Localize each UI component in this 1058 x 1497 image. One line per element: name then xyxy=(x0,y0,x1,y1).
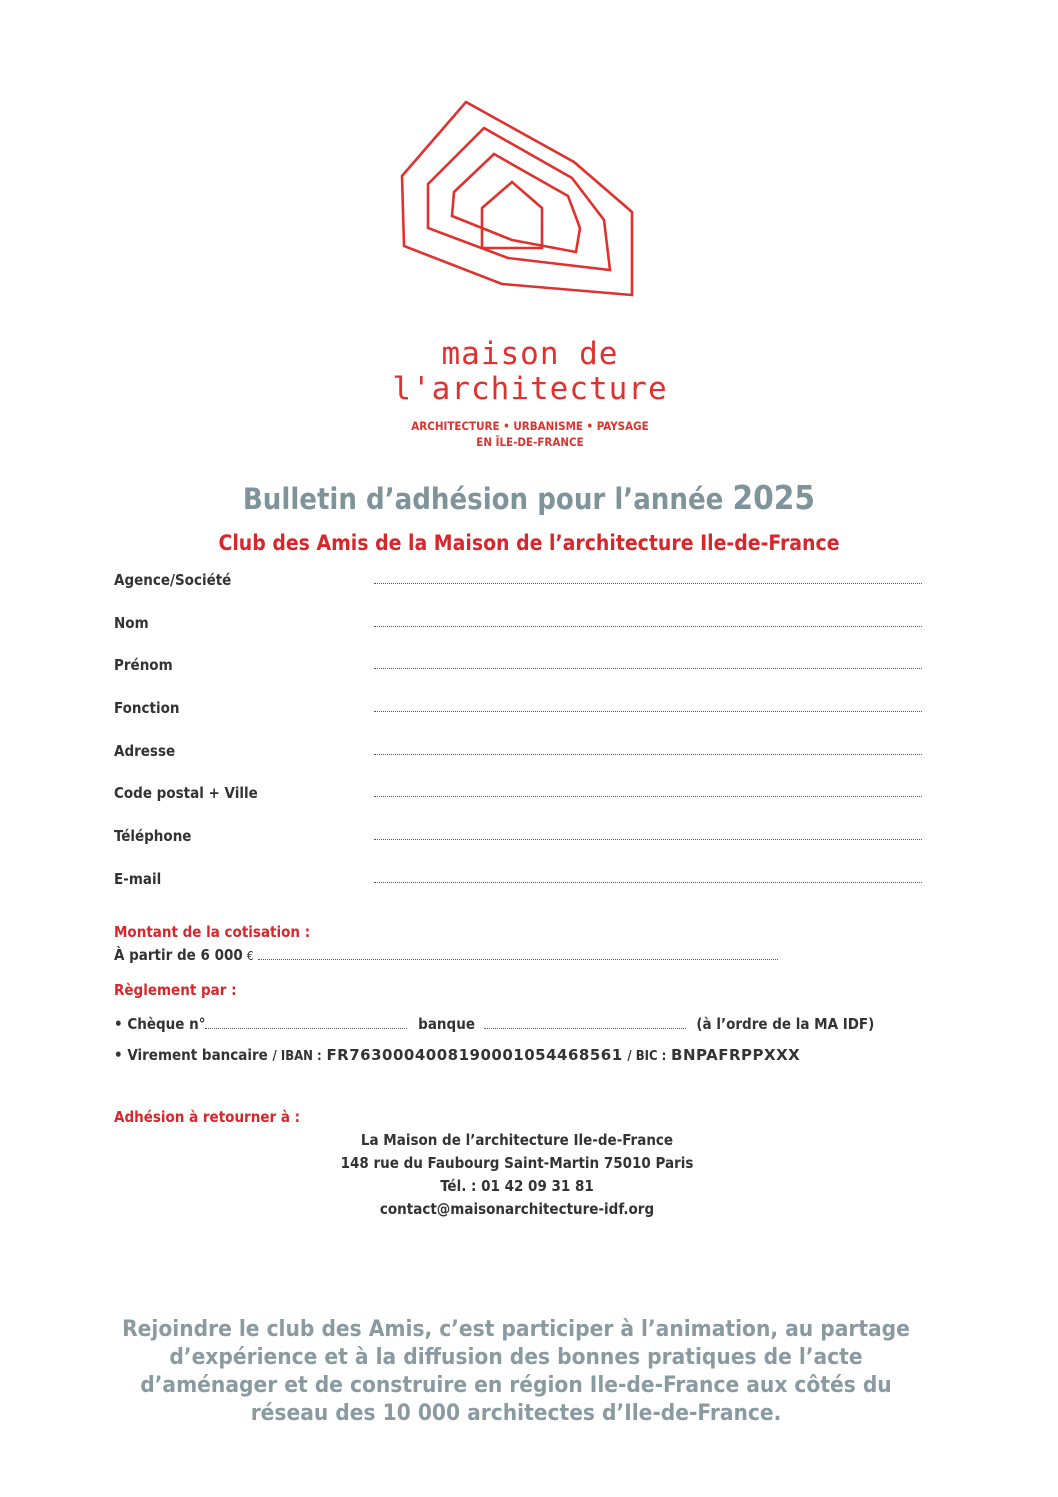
title-year: 2025 xyxy=(732,478,816,517)
field-dotted-line[interactable] xyxy=(374,882,922,883)
footer-line: d’expérience et à la diffusion des bonnes pratiques de l’acte xyxy=(169,1344,863,1370)
maison-architecture-logo-icon xyxy=(400,100,635,300)
field-label: Prénom xyxy=(114,656,173,674)
ordre-text: (à l’ordre de la MA IDF) xyxy=(696,1015,875,1033)
field-label: Téléphone xyxy=(114,827,192,845)
virement-row xyxy=(114,1046,800,1064)
field-telephone[interactable] xyxy=(114,827,922,851)
bic-value: BNPAFRPPXXX xyxy=(671,1046,801,1064)
bic-label: / BIC : xyxy=(627,1049,667,1064)
field-fonction[interactable] xyxy=(114,699,922,723)
title-text: Bulletin d’adhésion pour l’année xyxy=(242,482,724,516)
logo-word-line1: maison de xyxy=(441,336,619,372)
cotisation-heading: Montant de la cotisation : xyxy=(114,923,311,941)
field-dotted-line[interactable] xyxy=(374,839,922,840)
field-dotted-line[interactable] xyxy=(374,754,922,755)
field-label: E-mail xyxy=(114,870,162,888)
field-label: Code postal + Ville xyxy=(114,784,258,802)
footer-line: réseau des 10 000 architectes d’Ile-de-France. xyxy=(250,1400,782,1426)
footer-line: d’aménager et de construire en région Ile-de-France aux côtés du xyxy=(140,1372,892,1398)
address-block xyxy=(0,1129,1034,1221)
page-title xyxy=(0,478,1058,519)
logo-tagline-line1: ARCHITECTURE • URBANISME • PAYSAGE xyxy=(411,419,649,433)
retour-heading: Adhésion à retourner à : xyxy=(114,1108,301,1126)
footer-line: Rejoindre le club des Amis, c’est participer à l’animation, au partage xyxy=(122,1316,910,1342)
field-dotted-line[interactable] xyxy=(374,796,922,797)
field-label: Nom xyxy=(114,614,149,632)
cotisation-amount: À partir de 6 000 xyxy=(114,946,243,964)
address-line-email: contact@maisonarchitecture-idf.org xyxy=(379,1200,655,1218)
banque-label: banque xyxy=(418,1015,475,1033)
field-label: Agence/Société xyxy=(114,571,232,589)
currency-symbol: € xyxy=(246,949,254,963)
footer-text xyxy=(80,1315,952,1427)
logo-tagline-line2: EN ÎLE-DE-FRANCE xyxy=(476,435,584,449)
page-subtitle: Club des Amis de la Maison de l’architecture Ile-de-France xyxy=(218,531,840,555)
field-dotted-line[interactable] xyxy=(374,626,922,627)
field-dotted-line[interactable] xyxy=(374,711,922,712)
address-line-street: 148 rue du Faubourg Saint-Martin 75010 Paris xyxy=(340,1154,694,1172)
field-email[interactable] xyxy=(114,870,922,894)
cheque-label: • Chèque n° xyxy=(114,1015,206,1033)
iban-label: / IBAN : xyxy=(272,1049,322,1064)
address-line-org: La Maison de l’architecture Ile-de-France xyxy=(360,1131,674,1149)
logo-word-line2: l'architecture xyxy=(392,371,668,407)
field-agence[interactable] xyxy=(114,571,922,595)
iban-value: FR7630004008190001054468561 xyxy=(326,1046,623,1064)
field-prenom[interactable] xyxy=(114,656,922,680)
field-dotted-line[interactable] xyxy=(374,668,922,669)
field-code-postal-ville[interactable] xyxy=(114,784,922,808)
address-line-phone: Tél. : 01 42 09 31 81 xyxy=(440,1177,594,1195)
field-nom[interactable] xyxy=(114,614,922,638)
reglement-heading: Règlement par : xyxy=(114,981,237,999)
virement-label: • Virement bancaire xyxy=(114,1046,268,1064)
field-dotted-line[interactable] xyxy=(374,583,922,584)
field-adresse[interactable] xyxy=(114,742,922,766)
cheque-row xyxy=(114,1015,874,1033)
cotisation-dotted-line[interactable] xyxy=(258,959,778,960)
field-label: Adresse xyxy=(114,742,176,760)
cotisation-amount-row xyxy=(114,946,778,964)
cheque-number-dotted-line[interactable] xyxy=(205,1028,407,1029)
field-label: Fonction xyxy=(114,699,180,717)
banque-dotted-line[interactable] xyxy=(484,1028,686,1029)
